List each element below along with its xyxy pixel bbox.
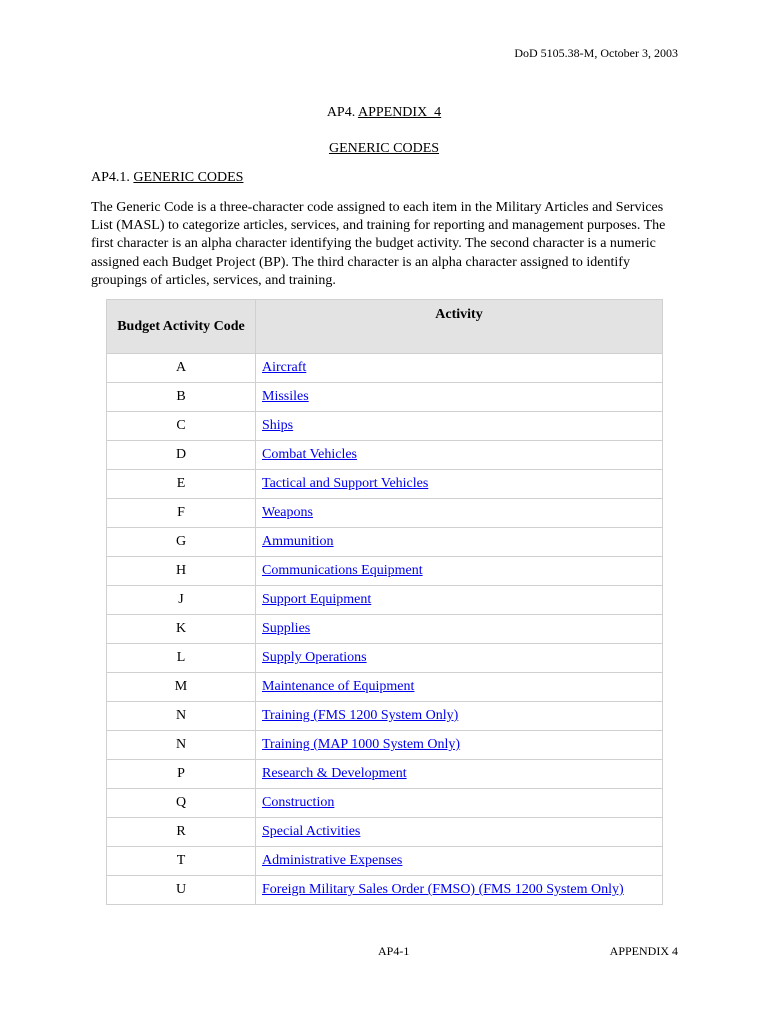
appendix-label: APPENDIX 4 <box>357 105 442 120</box>
table-row <box>107 789 663 818</box>
budget-activity-code: D <box>107 441 256 470</box>
budget-activity-code: T <box>107 847 256 876</box>
table-row <box>107 412 663 441</box>
activity-cell <box>256 644 663 673</box>
table-row <box>107 354 663 383</box>
section-heading <box>91 170 243 186</box>
activity-link[interactable]: Training (FMS 1200 System Only) <box>262 708 459 723</box>
activity-link[interactable]: Special Activities <box>262 824 361 839</box>
activity-cell <box>256 818 663 847</box>
budget-activity-code: C <box>107 412 256 441</box>
budget-activity-code: A <box>107 354 256 383</box>
activity-cell <box>256 441 663 470</box>
activity-link[interactable]: Maintenance of Equipment <box>262 679 415 694</box>
table-row <box>107 818 663 847</box>
budget-activity-table <box>106 299 663 905</box>
budget-activity-code: U <box>107 876 256 905</box>
activity-link[interactable]: Tactical and Support Vehicles <box>262 476 429 491</box>
activity-cell <box>256 557 663 586</box>
table-row <box>107 441 663 470</box>
activity-cell <box>256 673 663 702</box>
footer-appendix: APPENDIX 4 <box>609 944 678 958</box>
activity-cell <box>256 731 663 760</box>
table-row <box>107 586 663 615</box>
budget-activity-code: L <box>107 644 256 673</box>
activity-link[interactable]: Missiles <box>262 389 309 404</box>
activity-cell <box>256 586 663 615</box>
table-row <box>107 499 663 528</box>
table-header-row <box>107 300 663 354</box>
activity-cell <box>256 412 663 441</box>
activity-link[interactable]: Aircraft <box>262 360 307 375</box>
table-row <box>107 644 663 673</box>
budget-activity-code: F <box>107 499 256 528</box>
budget-activity-code: B <box>107 383 256 412</box>
generic-codes-title <box>0 141 768 157</box>
activity-link[interactable]: Combat Vehicles <box>262 447 358 462</box>
activity-cell <box>256 615 663 644</box>
budget-activity-code: M <box>107 673 256 702</box>
budget-activity-code: G <box>107 528 256 557</box>
document-reference: DoD 5105.38-M, October 3, 2003 <box>514 46 678 60</box>
activity-cell <box>256 383 663 412</box>
budget-activity-code: E <box>107 470 256 499</box>
section-number: AP4.1. <box>91 170 130 185</box>
section-title: GENERIC CODES <box>133 170 244 185</box>
table-row <box>107 731 663 760</box>
budget-activity-code: H <box>107 557 256 586</box>
budget-activity-code: J <box>107 586 256 615</box>
generic-codes-title-text: GENERIC CODES <box>328 141 440 156</box>
table-row <box>107 470 663 499</box>
budget-activity-code: P <box>107 760 256 789</box>
activity-link[interactable]: Supply Operations <box>262 650 367 665</box>
activity-link[interactable]: Weapons <box>262 505 313 520</box>
table-row <box>107 847 663 876</box>
budget-activity-code: R <box>107 818 256 847</box>
activity-link[interactable]: Construction <box>262 795 335 810</box>
activity-cell <box>256 876 663 905</box>
column-header-code: Budget Activity Code <box>107 300 256 354</box>
budget-activity-code: K <box>107 615 256 644</box>
activity-link[interactable]: Foreign Military Sales Order (FMSO) (FMS 1200 System Only) <box>262 882 624 897</box>
activity-cell <box>256 847 663 876</box>
appendix-title <box>0 105 768 121</box>
table-row <box>107 702 663 731</box>
table-row <box>107 876 663 905</box>
activity-cell <box>256 528 663 557</box>
budget-activity-code: N <box>107 702 256 731</box>
table-row <box>107 383 663 412</box>
activity-link[interactable]: Supplies <box>262 621 311 636</box>
activity-cell <box>256 702 663 731</box>
activity-cell <box>256 789 663 818</box>
activity-link[interactable]: Research & Development <box>262 766 407 781</box>
activity-link[interactable]: Ships <box>262 418 294 433</box>
table-body <box>107 354 663 905</box>
activity-link[interactable]: Administrative Expenses <box>262 853 403 868</box>
column-header-activity: Activity <box>256 300 663 354</box>
page-number: AP4-1 <box>378 944 410 958</box>
table-row <box>107 760 663 789</box>
activity-link[interactable]: Training (MAP 1000 System Only) <box>262 737 461 752</box>
activity-link[interactable]: Communications Equipment <box>262 563 423 578</box>
activity-cell <box>256 499 663 528</box>
activity-link[interactable]: Support Equipment <box>262 592 372 607</box>
table-row <box>107 673 663 702</box>
table-row <box>107 528 663 557</box>
activity-cell <box>256 470 663 499</box>
table-row <box>107 615 663 644</box>
intro-paragraph: The Generic Code is a three-character code assigned to each item in the Military Articles and Services List (MASL) to categorize articles, services, and training for reporting and management purposes. The first character is an alpha character identifying the budget activity. The second character is a numeric assigned each Budget Project (BP). The third character is an alpha character assigned to identify groupings of articles, services, and training. <box>91 200 666 288</box>
appendix-prefix: AP4. <box>326 105 356 120</box>
activity-cell <box>256 760 663 789</box>
budget-activity-code: N <box>107 731 256 760</box>
table-row <box>107 557 663 586</box>
activity-cell <box>256 354 663 383</box>
activity-link[interactable]: Ammunition <box>262 534 334 549</box>
budget-activity-code: Q <box>107 789 256 818</box>
